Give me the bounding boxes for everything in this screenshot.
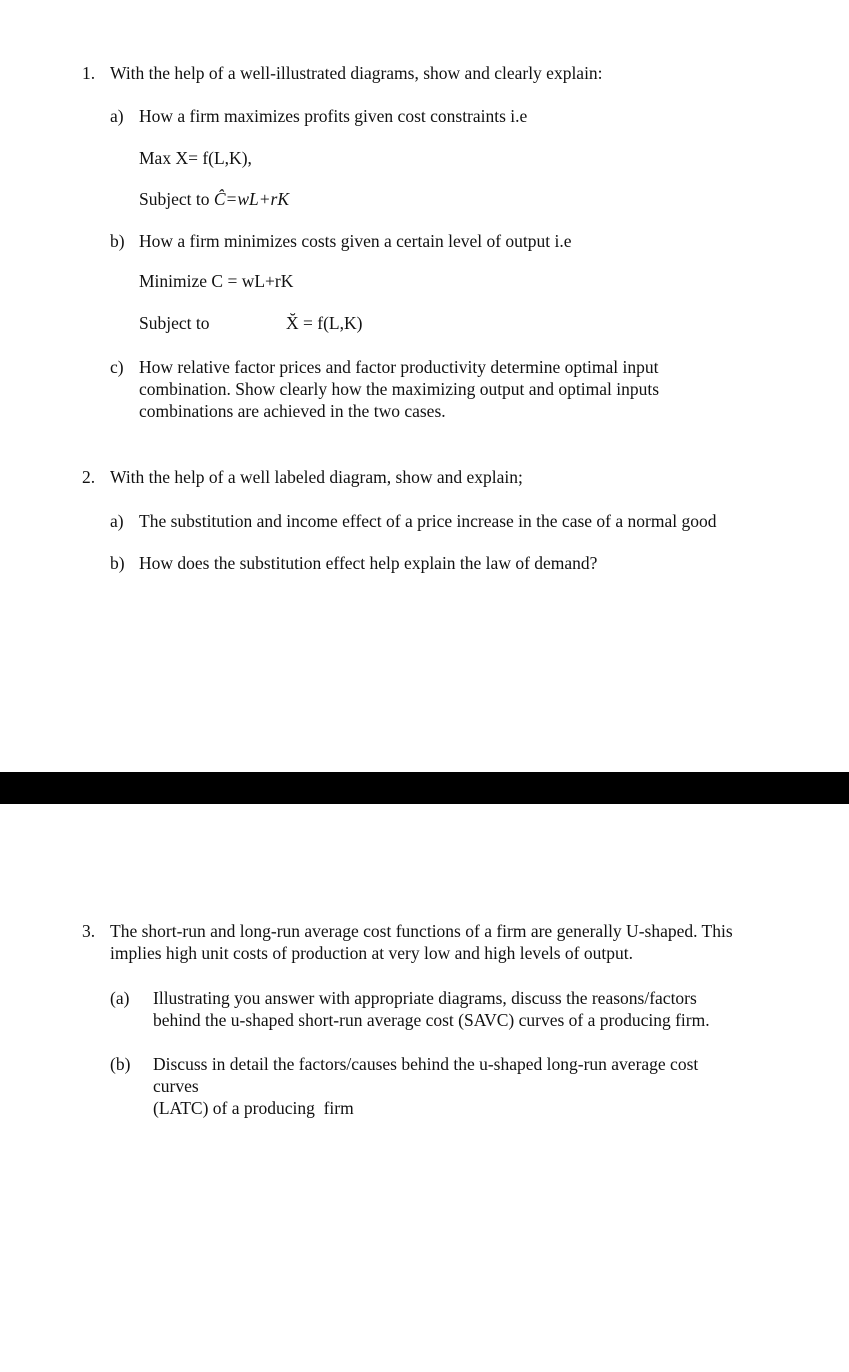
question-1-text: With the help of a well-illustrated diagrams, show and clearly explain: bbox=[110, 63, 603, 83]
question-3b-line-1: Discuss in detail the factors/causes behind the u-shaped long-run average cost bbox=[153, 1054, 699, 1074]
question-2-number: 2. bbox=[82, 467, 96, 487]
question-3b-line-2: curves bbox=[153, 1076, 199, 1096]
question-1a-equation-2 bbox=[139, 188, 289, 210]
question-3b-label: (b) bbox=[110, 1054, 131, 1074]
constraint-math: Ĉ=wL+rK bbox=[213, 189, 290, 209]
page-divider bbox=[0, 772, 849, 804]
question-3b-line-3: (LATC) of a producing firm bbox=[153, 1098, 354, 1118]
question-3-line-1: The short-run and long-run average cost functions of a firm are generally U-shaped. This bbox=[110, 921, 733, 941]
question-1b-constraint: X̆ = f(L,K) bbox=[286, 313, 363, 333]
question-1b-text: How a firm minimizes costs given a certain level of output i.e bbox=[139, 231, 572, 251]
question-1b-label: b) bbox=[110, 231, 125, 251]
question-1c-line-1: How relative factor prices and factor productivity determine optimal input bbox=[139, 357, 659, 377]
question-1a-equation-1: Max X= f(L,K), bbox=[139, 148, 252, 168]
question-3-line-2: implies high unit costs of production at very low and high levels of output. bbox=[110, 943, 633, 963]
question-1c-line-2: combination. Show clearly how the maximizing output and optimal inputs bbox=[139, 379, 660, 399]
question-2a-label: a) bbox=[110, 511, 124, 531]
question-1b-equation-1: Minimize C = wL+rK bbox=[139, 271, 294, 291]
question-1b-subject-to: Subject to bbox=[139, 313, 210, 333]
question-3a-label: (a) bbox=[110, 988, 130, 1008]
question-3a-line-2: behind the u-shaped short-run average cost (SAVC) curves of a producing firm. bbox=[153, 1010, 710, 1030]
question-2b-label: b) bbox=[110, 553, 125, 573]
question-1a-label: a) bbox=[110, 106, 124, 126]
question-1c-label: c) bbox=[110, 357, 124, 377]
question-1-number: 1. bbox=[82, 63, 96, 83]
question-3-number: 3. bbox=[82, 921, 96, 941]
question-1c-line-3: combinations are achieved in the two cases. bbox=[139, 401, 446, 421]
question-3a-line-1: Illustrating you answer with appropriate diagrams, discuss the reasons/factors bbox=[153, 988, 697, 1008]
question-2b-text: How does the substitution effect help explain the law of demand? bbox=[139, 553, 598, 573]
question-1a-text: How a firm maximizes profits given cost constraints i.e bbox=[139, 106, 528, 126]
subject-to-label: Subject to bbox=[139, 189, 214, 209]
question-2a-text: The substitution and income effect of a price increase in the case of a normal good bbox=[139, 511, 717, 531]
question-2-text: With the help of a well labeled diagram, show and explain; bbox=[110, 467, 523, 487]
